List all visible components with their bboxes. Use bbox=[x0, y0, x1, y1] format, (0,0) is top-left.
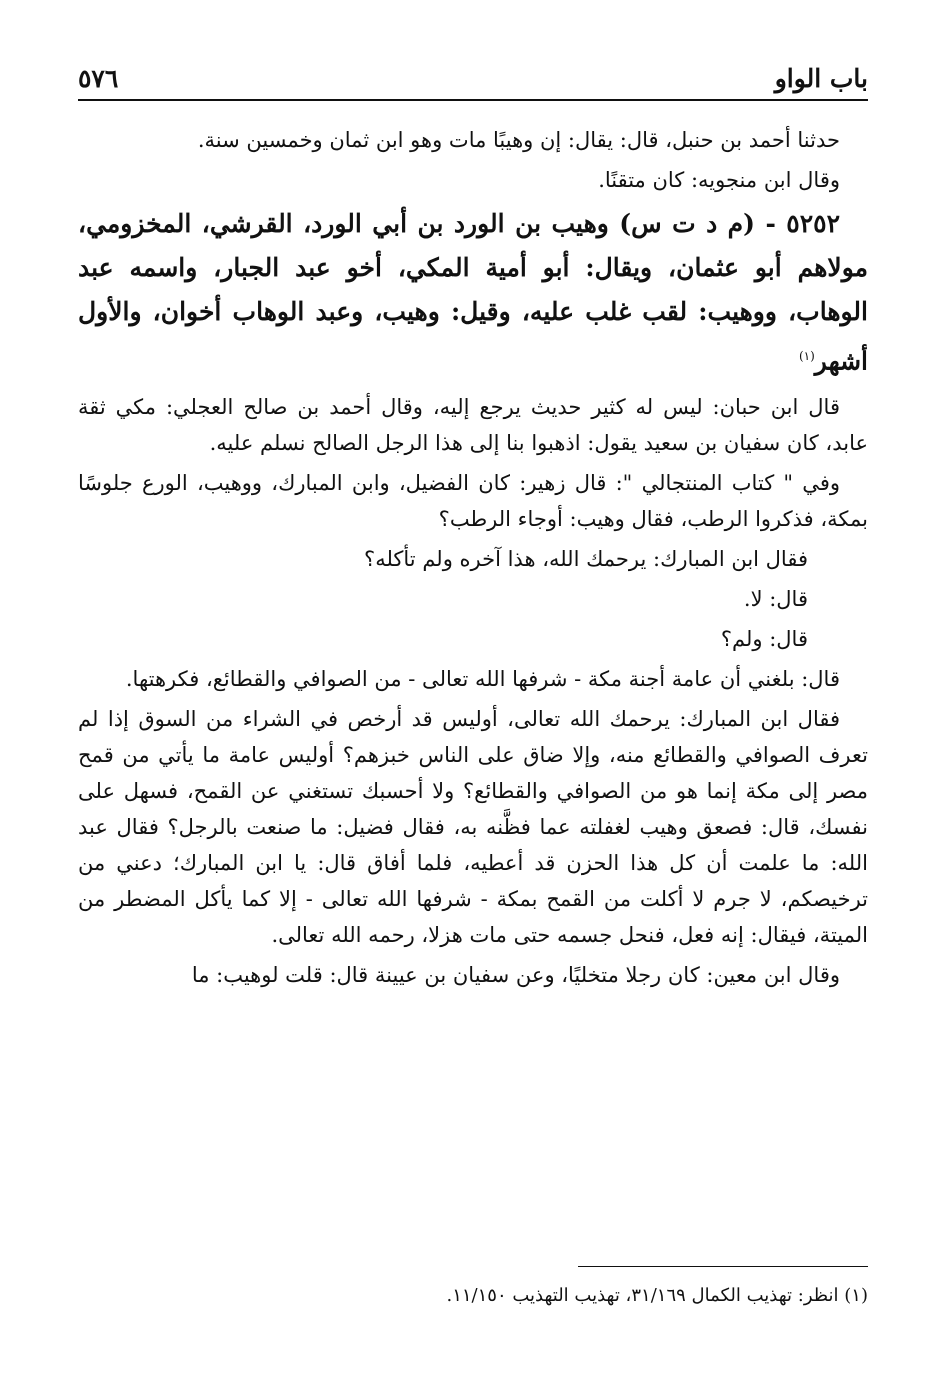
paragraph: قال ابن حبان: ليس له كثير حديث يرجع إليه، وقال أحمد بن صالح العجلي: مكي ثقة عابد، كان سفيان بن سعيد يقول: اذهبوا بنا إلى هذا الرجل الصالح نسلم عليه. bbox=[78, 395, 868, 456]
paragraph: قال: ولم؟ bbox=[720, 627, 808, 652]
paragraph: وفي " كتاب المنتجالي ": قال زهير: كان الفضيل، وابن المبارك، ووهيب، الورع جلوسًا بمكة، فذكروا الرطب، فقال وهيب: أوجاء الرطب؟ bbox=[78, 471, 868, 532]
main-text bbox=[78, 122, 868, 997]
paragraph: قال: بلغني أن عامة أجنة مكة - شرفها الله تعالى - من الصوافي والقطائع، فكرهتها. bbox=[125, 667, 840, 692]
paragraph: قال: لا. bbox=[743, 587, 808, 612]
paragraph: وقال ابن منجويه: كان متقنًا. bbox=[598, 168, 840, 192]
footnote-marker: (١) bbox=[798, 349, 815, 363]
paragraph: فقال ابن المبارك: يرحمك الله، هذا آخره ولم تأكله؟ bbox=[364, 547, 808, 572]
paragraph: فقال ابن المبارك: يرحمك الله تعالى، أوليس قد أرخص في الشراء من السوق إذا لم تعرف الصوافي والقطائع منه، وإلا ضاق على الناس خبزهم؟ أوليس عامة ما يأتي من قمح مصر إلى مكة إنما هو من الصوافي والقطائع؟ ولا أحسبك تستغني عن القمح، فسهل على نفسك، قال: فصعق وهيب لغفلته عما فظَّنه به، فقال فضيل: ما صنعت بالرجل؟ فقال عبد الله: ما علمت أن كل هذا الحزن قد أعطيه، فلما أفاق قال: يا ابن المبارك؛ دعني من ترخيصكم، لا جرم لا أكلت من القمح بمكة - شرفها الله تعالى - إلا كما يأكل المضطر من الميتة، فيقال: إنه فعل، فنحل جسمه حتى مات هزلا، رحمه الله تعالى. bbox=[78, 707, 868, 948]
entry-text: ٥٢٥٢ - (م د ت س) وهيب بن الورد بن أبي الورد، القرشي، المخزومي، مولاهم أبو عثمان، ويقال: أبو أمية المكي، أخو عبد الجبار، واسمه عبد الوهاب، ووهيب: لقب غلب عليه، وقيل: وهيب، وعبد الوهاب أخوان، والأول أشهر bbox=[78, 209, 868, 376]
chapter-title: باب الواو bbox=[774, 64, 868, 93]
header-rule bbox=[78, 99, 868, 101]
biography-entry-heading bbox=[78, 202, 868, 383]
book-page bbox=[78, 50, 868, 1340]
paragraph: وقال ابن معين: كان رجلا متخليًا، وعن سفيان بن عيينة قال: قلت لوهيب: ما bbox=[191, 963, 840, 988]
paragraph: حدثنا أحمد بن حنبل، قال: يقال: إن وهيبًا مات وهو ابن ثمان وخمسين سنة. bbox=[197, 128, 840, 152]
footnote-rule bbox=[578, 1266, 868, 1267]
footnote: (١) انظر: تهذيب الكمال ٣١/١٦٩، تهذيب التهذيب ١١/١٥٠. bbox=[446, 1285, 868, 1306]
page-number: ٥٧٦ bbox=[78, 64, 119, 93]
running-header bbox=[78, 64, 868, 104]
